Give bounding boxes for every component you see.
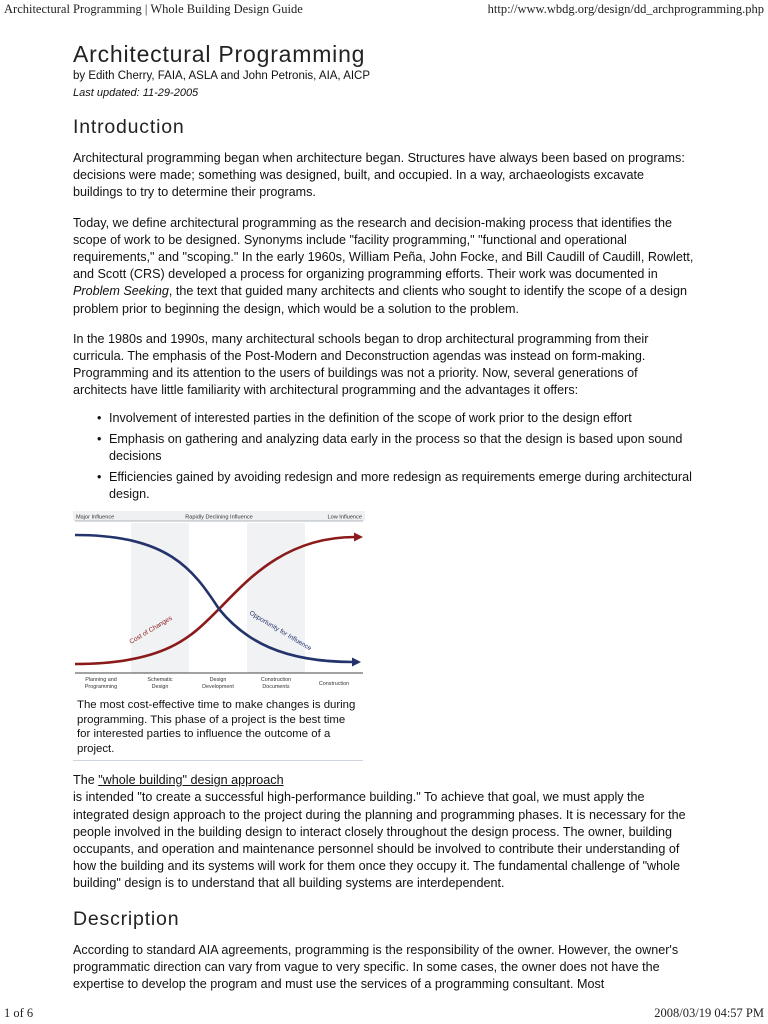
print-header [0,0,768,20]
print-datetime: 2008/03/19 04:57 PM [654,1006,764,1020]
phase-label: Construction [318,681,350,688]
page-number: 1 of 6 [4,1006,34,1020]
whole-building-body: is intended "to create a successful high-performance building." To achieve that goal, we must apply the integrated design approach to the project during the planning and programming phases. It is necessary for the people involved in the building design to interact closely throughout the design process. The owner, building occupants, and operation and maintenance personnel should be involved to contribute their understanding of how the building and its systems will work for them once they occupy it. The fundamental challenge of "whole building" design is to understand that all building systems are interdependent. [73,790,686,891]
description-heading: Description [73,907,180,930]
phase-label: Planning and [85,677,117,684]
list-item: • Efficiencies gained by avoiding redesign and more redesign as requirements emerge during architectural design. [97,469,695,502]
description-paragraph-1: According to standard AIA agreements, programming is the responsibility of the owner. However, the owner's programmatic direction can vary from vague to very specific. In some cases, the owner does not have the expertise to develop the program and must use the services of a programming consultant. Most [73,942,679,991]
phase-label: Design [209,677,227,684]
phase-label: Schematic [147,677,173,684]
top-label: Rapidly Declining Influence [185,514,253,521]
top-label: Low Influence [327,514,362,521]
advantages-list [97,410,695,503]
article-title: Architectural Programming [73,41,366,67]
print-footer [0,1002,768,1024]
influence-diagram [73,511,365,695]
opportunity-curve-label: Opportunity for Influence [247,609,313,653]
top-label: Major Influence [76,514,115,521]
phase-label: Documents [262,684,290,691]
article [73,40,695,993]
list-item: • Involvement of interested parties in the definition of the scope of work prior to the design effort [97,410,695,427]
list-item: • Emphasis on gathering and analyzing data early in the process so that the design is based upon sound decisions [97,431,695,464]
intro-paragraph-1: Architectural programming began when architecture began. Structures have always been based on programs: decisions were made; something was designed, built, and occupied. In a way, archaeologists excavate buildings to try to determine their programs. [73,151,685,200]
intro-p2-text-a: Today, we define architectural programming as the research and decision-making process that identifies the scope of work to be designed. Synonyms include "facility programming," "functional and operational requirements," and "scoping." In the early 1960s, William Peña, John Focke, and Bill Caudill of Caudill, Rowlett, and Scott (CRS) developed a process for organizing programming efforts. Their work was documented in [73,215,694,282]
intro-paragraph-3: In the 1980s and 1990s, many architectural schools began to drop architectural programming from their curricula. The emphasis of the Post-Modern and Deconstruction agendas was instead on form-making. Programming and its attention to the users of buildings was not a priority. Now, several generations of architects have little familiarity with architectural programming and the advantages it offers: [73,331,649,398]
print-header-url: http://www.wbdg.org/design/dd_archprogramming.php [487,2,764,16]
whole-building-paragraph [73,772,695,892]
print-header-title: Architectural Programming | Whole Building Design Guide [4,2,303,16]
cost-curve-label: Cost of Changes [128,614,174,646]
phase-label: Programming [84,684,118,691]
intro-paragraph-2 [73,215,695,318]
problem-seeking-title: Problem Seeking [73,284,169,299]
whole-building-intro [73,772,695,789]
article-byline: by Edith Cherry, FAIA, ASLA and John Petronis, AIA, AICP [73,70,371,82]
last-updated: Last updated: 11-29-2005 [73,87,199,99]
phase-label: Development [202,684,234,691]
whole-building-link[interactable]: "whole building" design approach [98,773,284,788]
introduction-heading: Introduction [73,116,185,138]
phase-label: Design [151,684,169,691]
phase-label: Construction [260,677,292,684]
influence-figure [73,511,365,761]
whole-building-prefix: The [73,773,99,788]
figure-caption: The most cost-effective time to make changes is during programming. This phase of a project is the best time for interested parties to influence the outcome of a project. [73,695,363,761]
intro-p2-text-b: , the text that guided many architects and clients who sought to identify the scope of a design problem prior to beginning the design, which would be a solution to the problem. [73,284,687,316]
